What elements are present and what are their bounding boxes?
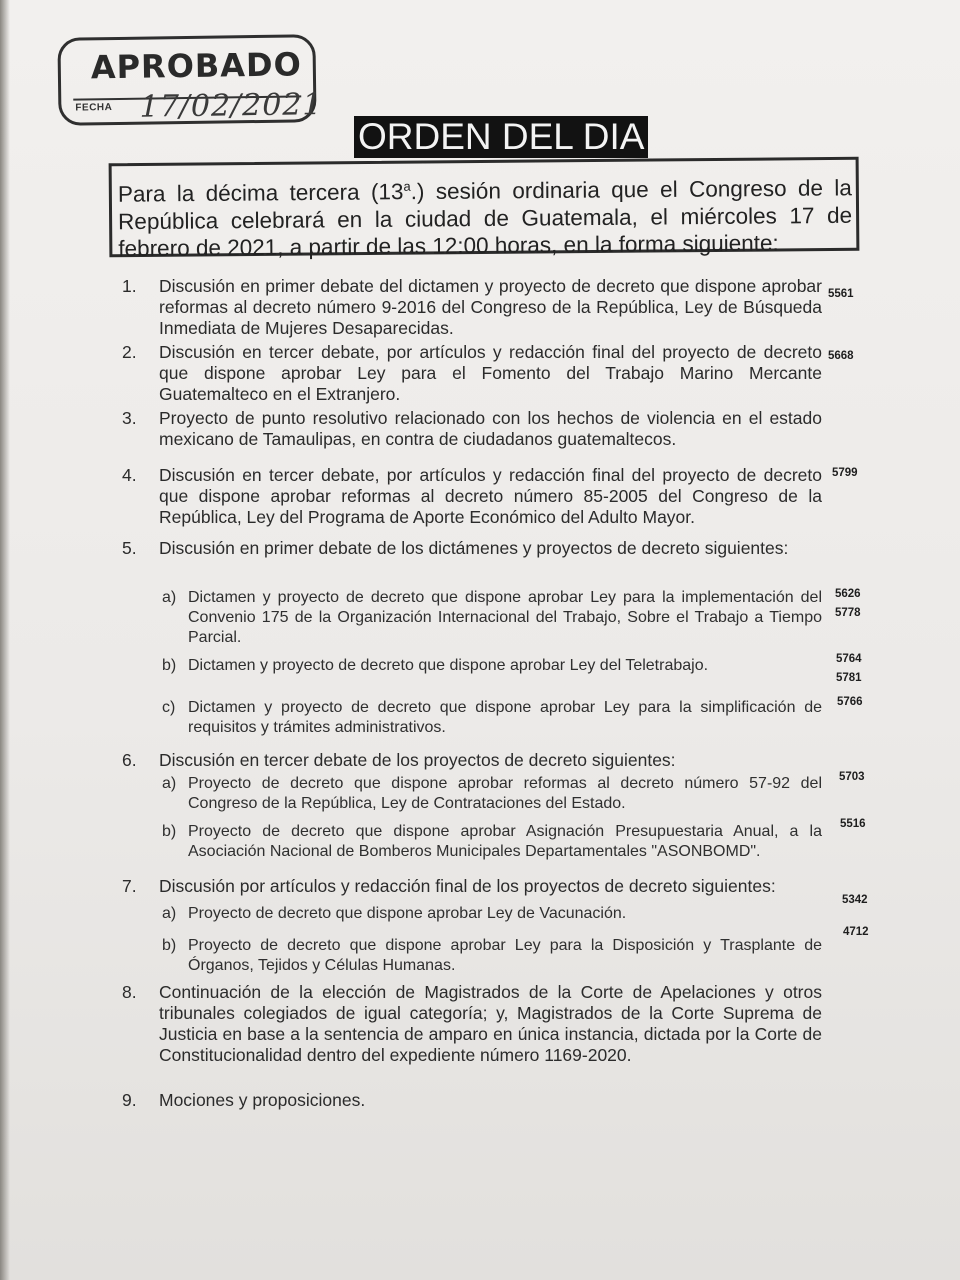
- initiative-code: 5626: [835, 588, 861, 600]
- initiative-code: 5764: [836, 653, 862, 665]
- initiative-code: 5781: [836, 672, 862, 684]
- page-title: ORDEN DEL DIA: [354, 116, 648, 158]
- subitem-letter: b): [162, 937, 177, 954]
- item-text: Discusión en primer debate del dictamen y proyecto de decreto que dispone aprobar reformas al decreto número 9-2016 del Congreso de la República, Ley de Búsqueda Inmediata de Mujeres Desaparecidas.: [159, 276, 822, 338]
- initiative-code: 5668: [828, 350, 854, 362]
- item-text: Discusión en primer debate de los dictámenes y proyectos de decreto siguientes:: [159, 538, 789, 558]
- item-text: Discusión por artículos y redacción final de los proyectos de decreto siguientes:: [159, 876, 776, 896]
- intro-text-start: Para la décima tercera (13: [117, 179, 404, 207]
- subitem-letter: a): [162, 589, 177, 606]
- item-text: Discusión en tercer debate de los proyectos de decreto siguientes:: [159, 750, 676, 770]
- subitem-text: Proyecto de decreto que dispone aprobar Ley para la Disposición y Trasplante de Órganos, Tejidos y Células Humanas.: [188, 937, 822, 974]
- item-number: 7.: [122, 876, 137, 896]
- subitem-letter: a): [162, 905, 177, 922]
- initiative-code: 5342: [842, 894, 868, 906]
- item-text: Continuación de la elección de Magistrados de la Corte de Apelaciones y otros tribunales colegiados de igual categoría; y, Magistrados de la Corte Suprema de Justicia en base a la sentencia de amparo en única instancia, dictada por la Corte de Constitucionalidad dentro del expediente número 1169-2020.: [159, 982, 822, 1065]
- stamp-fecha-label: FECHA: [75, 102, 113, 114]
- initiative-code: 5766: [837, 696, 863, 708]
- subitem-text: Proyecto de decreto que dispone aprobar Asignación Presupuestaria Anual, a la Asociación Nacional de Bomberos Municipales Departamentales "ASONBOMD".: [188, 823, 822, 860]
- subitem-text: Dictamen y proyecto de decreto que dispone aprobar Ley para la simplificación de requisitos y trámites administrativos.: [188, 699, 822, 736]
- initiative-code: 5778: [835, 607, 861, 619]
- item-number: 8.: [122, 982, 137, 1002]
- intro-text-end: .) sesión ordinaria que el Congreso de la República celebrará en la ciudad de Guatemala, el miércoles 17 de febrero de 2021, a partir de las 12:00 horas, en la forma siguiente:: [118, 175, 853, 261]
- item-number: 5.: [122, 538, 137, 558]
- initiative-code: 5516: [840, 818, 866, 830]
- stamp-date: 17/02/2021: [135, 87, 326, 125]
- initiative-code: 5561: [828, 288, 854, 300]
- item-text: Mociones y proposiciones.: [159, 1090, 366, 1110]
- stamp-title: APROBADO: [90, 45, 303, 87]
- item-number: 3.: [122, 408, 137, 428]
- item-number: 4.: [122, 465, 137, 485]
- initiative-code: 5703: [839, 771, 865, 783]
- subitem-letter: a): [162, 775, 177, 792]
- item-number: 9.: [122, 1090, 137, 1110]
- subitem-text: Proyecto de decreto que dispone aprobar reformas al decreto número 57-92 del Congreso de la República, Ley de Contrataciones del Estado.: [188, 775, 822, 812]
- item-text: Discusión en tercer debate, por artículos y redacción final del proyecto de decreto que dispone aprobar reformas al decreto número 85-2005 del Congreso de la República, Ley del Programa de Aporte Económico del Adulto Mayor.: [159, 465, 822, 527]
- approval-stamp: [57, 34, 326, 126]
- item-number: 1.: [122, 276, 137, 296]
- subitem-letter: c): [162, 699, 176, 716]
- item-text: Proyecto de punto resolutivo relacionado con los hechos de violencia en el estado mexicano de Tamaulipas, en contra de ciudadanos guatemaltecos.: [159, 408, 822, 449]
- item-number: 6.: [122, 750, 137, 770]
- subitem-text: Dictamen y proyecto de decreto que dispone aprobar Ley para la implementación del Convenio 175 de la Organización Internacional del Trabajo, Sobre el Trabajo a Tiempo Parcial.: [188, 589, 822, 646]
- item-text: Discusión en tercer debate, por artículos y redacción final del proyecto de decreto que dispone aprobar Ley para el Fomento del Trabajo Marino Mercante Guatemalteco en el Extranjero.: [159, 342, 822, 404]
- initiative-code: 5799: [832, 467, 858, 479]
- subitem-letter: b): [162, 823, 177, 840]
- intro-box: [109, 157, 860, 261]
- intro-ordinal-superscript: a: [403, 178, 411, 194]
- item-number: 2.: [122, 342, 137, 362]
- subitem-letter: b): [162, 657, 177, 674]
- subitem-text: Proyecto de decreto que dispone aprobar Ley de Vacunación.: [188, 905, 627, 922]
- subitem-text: Dictamen y proyecto de decreto que dispone aprobar Ley del Teletrabajo.: [188, 657, 709, 674]
- initiative-code: 4712: [843, 926, 869, 938]
